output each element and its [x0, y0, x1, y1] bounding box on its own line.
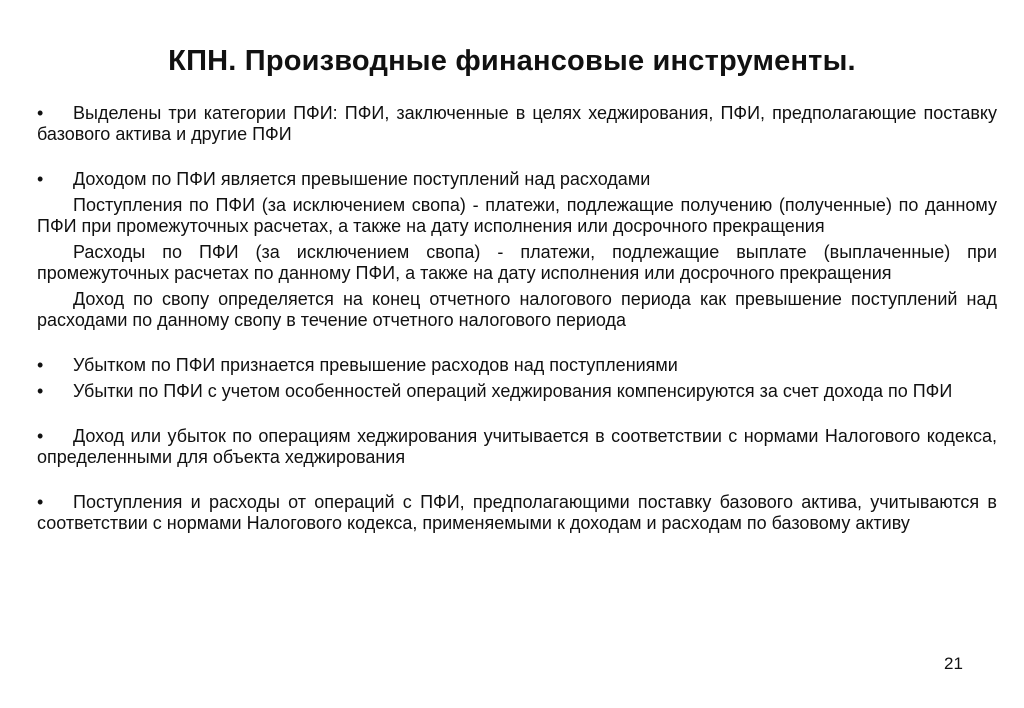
- paragraph-text: Убытком по ПФИ признается превышение расходов над поступлениями: [73, 355, 678, 375]
- bullet-paragraph: [37, 169, 997, 190]
- bullet-marker: •: [37, 426, 44, 446]
- slide-content: [37, 103, 997, 534]
- bullet-paragraph: [37, 426, 997, 468]
- bullet-marker: •: [37, 169, 44, 189]
- paragraph-text: Доходом по ПФИ является превышение поступлений над расходами: [73, 169, 651, 189]
- bullet-paragraph: [37, 381, 997, 402]
- bullet-paragraph: [37, 492, 997, 534]
- bullet-marker: •: [37, 381, 44, 401]
- paragraph-text: Доход или убыток по операциям хеджирования учитывается в соответствии с нормами Налогового кодекса, определенными для объекта хеджирования: [37, 426, 997, 467]
- bullet-paragraph: [37, 103, 997, 145]
- slide-title: КПН. Производные финансовые инструменты.: [168, 45, 856, 77]
- sub-paragraph: [37, 289, 997, 331]
- page-number: 21: [944, 654, 963, 673]
- bullet-marker: •: [37, 492, 44, 512]
- bullet-paragraph: [37, 355, 997, 376]
- bullet-marker: •: [37, 103, 44, 123]
- paragraph-text: Поступления по ПФИ (за исключением свопа) - платежи, подлежащие получению (полученные) по данному ПФИ при промежуточных расчетах, а также на дату исполнения или досрочного прекращения: [37, 195, 997, 236]
- paragraph-text: Поступления и расходы от операций с ПФИ, предполагающими поставку базового актива, учитываются в соответствии с нормами Налогового кодекса, применяемыми к доходам и расходам по базовому активу: [37, 492, 997, 533]
- paragraph-text: Расходы по ПФИ (за исключением свопа) - платежи, подлежащие выплате (выплаченные) при промежуточных расчетах по данному ПФИ, а также на дату исполнения или досрочного прекращения: [37, 242, 997, 283]
- bullet-marker: •: [37, 355, 44, 375]
- paragraph-text: Выделены три категории ПФИ: ПФИ, заключенные в целях хеджирования, ПФИ, предполагающие поставку базового актива и другие ПФИ: [37, 103, 997, 144]
- paragraph-text: Доход по свопу определяется на конец отчетного налогового периода как превышение поступлений над расходами по данному свопу в течение отчетного налогового периода: [37, 289, 997, 330]
- sub-paragraph: [37, 195, 997, 237]
- sub-paragraph: [37, 242, 997, 284]
- paragraph-text: Убытки по ПФИ с учетом особенностей операций хеджирования компенсируются за счет дохода по ПФИ: [73, 381, 953, 401]
